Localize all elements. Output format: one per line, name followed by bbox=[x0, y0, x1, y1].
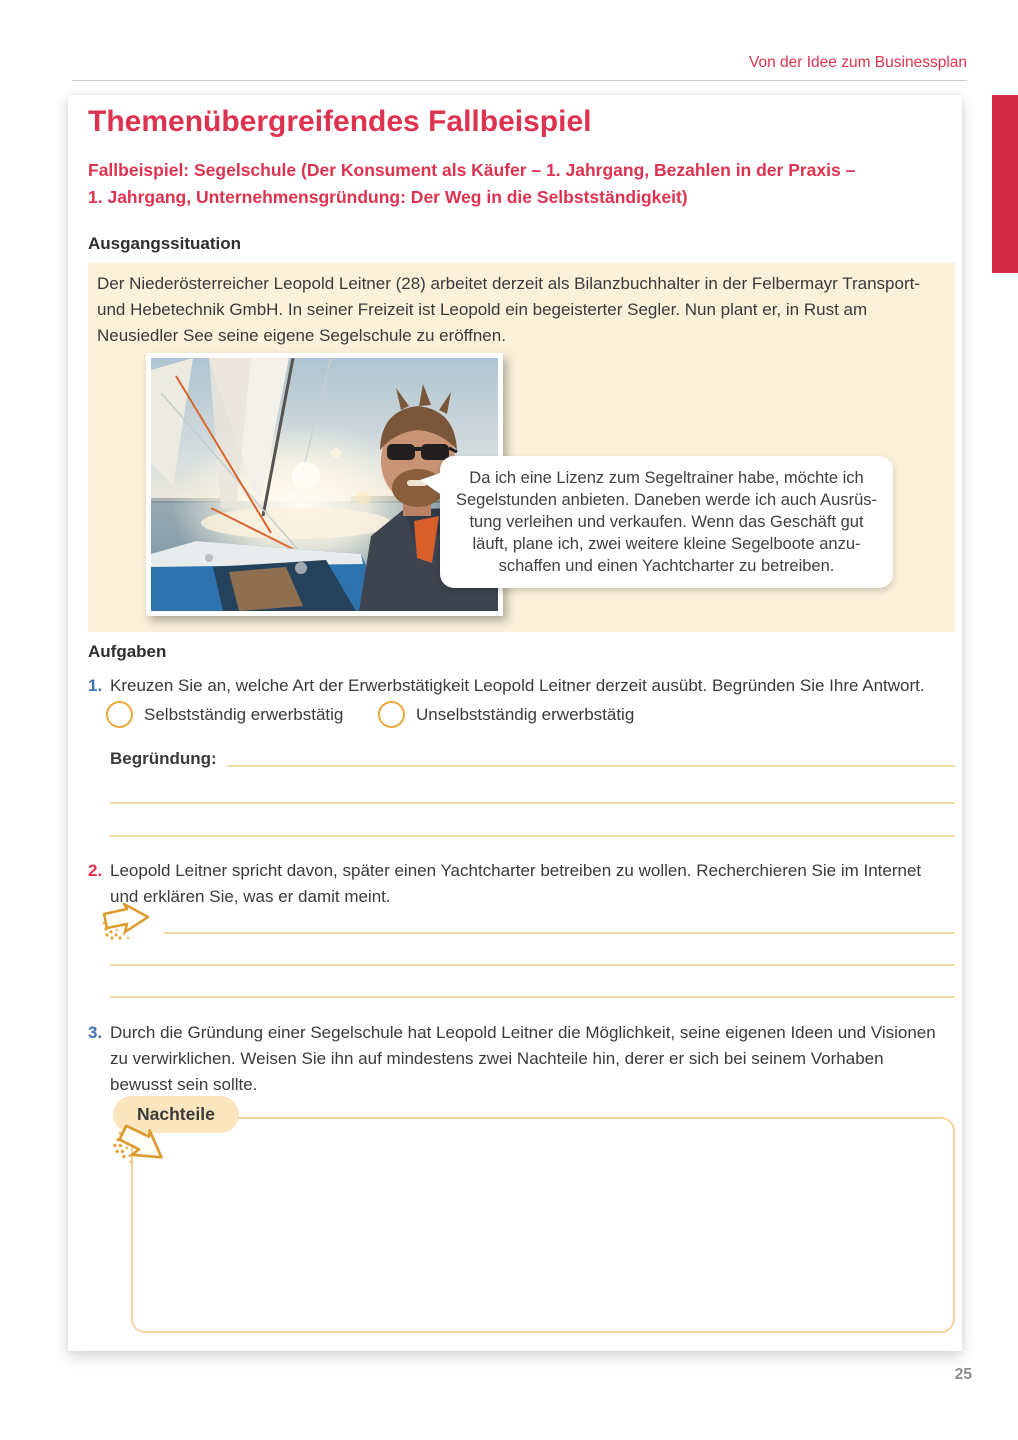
option-label: Unselbstständig erwerbstätig bbox=[416, 704, 635, 724]
answer-line[interactable] bbox=[110, 996, 955, 998]
answer-line[interactable] bbox=[227, 765, 955, 767]
page-number: 25 bbox=[954, 1366, 972, 1383]
task-3-number: 3. bbox=[88, 1023, 103, 1042]
case-text: Der Niederösterreicher Leopold Leitner (28) arbeitet derzeit als Bilanzbuchhalter in der Felbermayr Transport- und Hebetechnik GmbH. In seiner Freizeit ist Leopold ein begeisterter Segler. Nun plant er, in Rust am Neusiedler See seine eigene Segelschule zu eröffnen. bbox=[97, 274, 921, 345]
speech-bubble bbox=[440, 456, 893, 588]
worksheet-card bbox=[68, 95, 962, 1351]
running-header bbox=[749, 54, 967, 72]
answer-line[interactable] bbox=[164, 932, 955, 934]
task-3-text: Durch die Gründung einer Segelschule hat Leopold Leitner die Möglichkeit, seine eigenen Ideen und Visionen zu verwirklichen. Weisen Sie ihn auf mindestens zwei Nachteile hin, derer er sich bei seinem Vorhaben bewusst sein sollte. bbox=[110, 1023, 936, 1094]
nachteile-answer-box[interactable] bbox=[131, 1117, 955, 1333]
page-title: Themenübergreifendes Fallbeispiel bbox=[88, 105, 592, 138]
begruendung-label: Begründung: bbox=[110, 749, 217, 768]
case-box bbox=[88, 263, 955, 632]
task-1-text: Kreuzen Sie an, welche Art der Erwerbstätigkeit Leopold Leitner derzeit ausübt. Begründen Sie Ihre Antwort. bbox=[110, 676, 925, 695]
case-subtitle-line2: 1. Jahrgang, Unternehmensgründung: Der Weg in die Selbstständigkeit) bbox=[88, 187, 688, 207]
speech-bubble-line: tung verleihen und verkaufen. Wenn das Geschäft gut bbox=[469, 513, 864, 531]
case-subtitle bbox=[88, 157, 855, 211]
radio-circle-icon[interactable] bbox=[106, 701, 133, 728]
task-2-text: Leopold Leitner spricht davon, später einen Yachtcharter betreiben zu wollen. Recherchieren Sie im Internet und erklären Sie, was er damit meint. bbox=[110, 861, 922, 906]
task-1 bbox=[88, 673, 946, 699]
option-selbststaendig[interactable] bbox=[106, 701, 378, 728]
task-1-options bbox=[106, 701, 634, 728]
task-1-number: 1. bbox=[88, 676, 103, 695]
ausgangssituation-heading: Ausgangssituation bbox=[88, 234, 242, 253]
case-subtitle-line1: Fallbeispiel: Segelschule (Der Konsument als Käufer – 1. Jahrgang, Bezahlen in der Praxis – bbox=[88, 160, 856, 180]
task-3 bbox=[88, 1020, 940, 1098]
option-label: Selbstständig erwerbstätig bbox=[144, 704, 344, 724]
task-2 bbox=[88, 858, 946, 910]
speech-bubble-line: läuft, plane ich, zwei weitere kleine Segelboote anzu- bbox=[472, 535, 861, 553]
header-divider bbox=[72, 80, 967, 81]
answer-line[interactable] bbox=[110, 802, 955, 804]
aufgaben-heading: Aufgaben bbox=[88, 642, 167, 661]
answer-line[interactable] bbox=[110, 964, 955, 966]
speech-bubble-line: schaffen und einen Yachtcharter zu betreiben. bbox=[498, 557, 835, 575]
speech-bubble-line: Da ich eine Lizenz zum Segeltrainer habe, möchte ich bbox=[469, 469, 864, 487]
task-2-number: 2. bbox=[88, 861, 103, 880]
option-unselbststaendig[interactable] bbox=[378, 701, 634, 728]
begruendung-row bbox=[110, 749, 955, 769]
chapter-tab-marker bbox=[992, 95, 1018, 273]
chapter-label: Von der Idee zum Businessplan bbox=[749, 54, 967, 71]
nachteile-badge: Nachteile bbox=[113, 1096, 239, 1133]
speech-bubble-line: Segelstunden anbieten. Daneben werde ich auch Ausrüs- bbox=[455, 491, 878, 509]
radio-circle-icon[interactable] bbox=[378, 701, 405, 728]
arrow-right-icon bbox=[100, 901, 152, 948]
answer-line[interactable] bbox=[110, 835, 955, 837]
